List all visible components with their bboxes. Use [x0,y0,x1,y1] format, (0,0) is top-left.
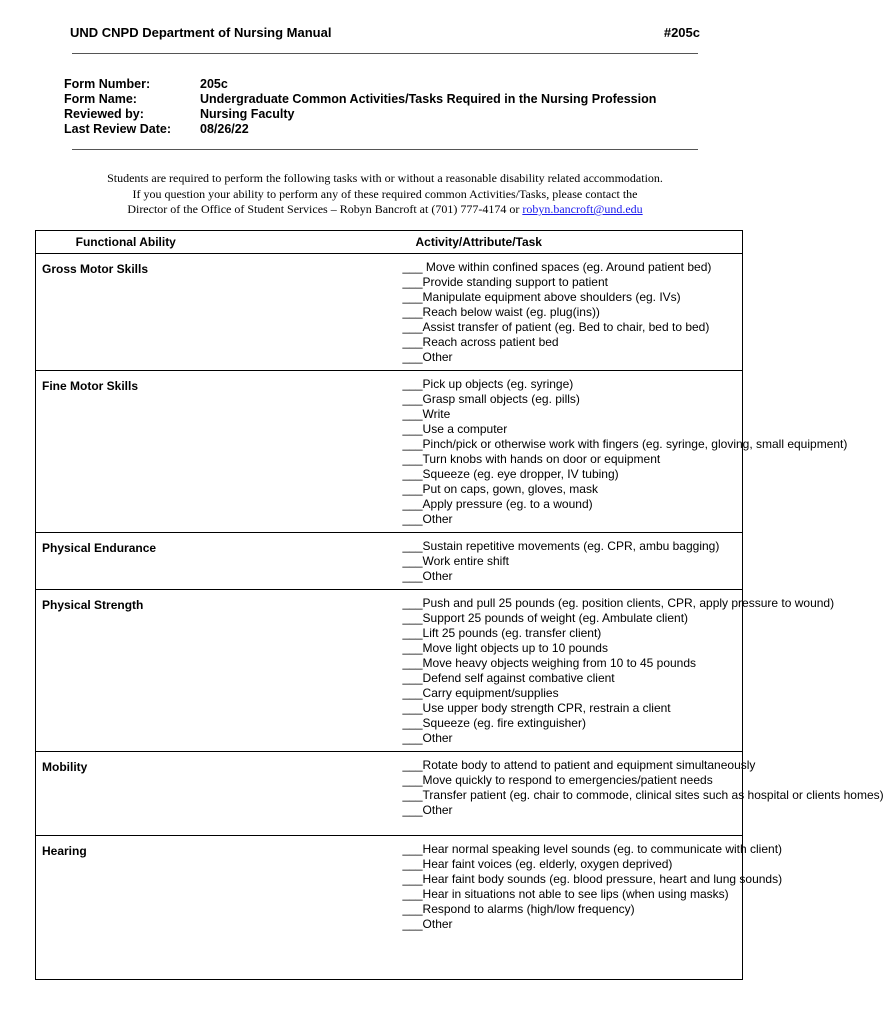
task-item[interactable]: ___Rotate body to attend to patient and equipment simultaneously [402,758,756,772]
task-item[interactable]: ___Other [402,512,453,526]
task-item[interactable]: ___Assist transfer of patient (eg. Bed to chair, bed to bed) [402,320,710,334]
task-item[interactable]: ___Manipulate equipment above shoulders (eg. IVs) [402,290,681,304]
meta-value: Nursing Faculty [200,107,295,121]
intro-paragraph [72,171,698,218]
task-item[interactable]: ___Turn knobs with hands on door or equipment [402,452,661,466]
functional-ability: Hearing [36,836,216,980]
intro-line: If you question your ability to perform any of these required common Activities/Tasks, please contact the [132,186,638,201]
meta-label: Form Number: [64,77,151,91]
task-item[interactable]: ___ Move within confined spaces (eg. Around patient bed) [402,260,712,274]
task-item[interactable]: ___Use upper body strength CPR, restrain a client [402,701,671,715]
task-item[interactable]: ___Reach across patient bed [402,335,559,349]
task-item[interactable]: ___Provide standing support to patient [402,275,608,289]
task-item[interactable]: ___Pinch/pick or otherwise work with fingers (eg. syringe, gloving, small equipment) [402,437,848,451]
task-item[interactable]: ___Move quickly to respond to emergencies/patient needs [402,773,713,787]
intro-line: Students are required to perform the following tasks with or without a reasonable disability related accommodation. [107,171,663,185]
task-item[interactable]: ___Push and pull 25 pounds (eg. position clients, CPR, apply pressure to wound) [402,596,835,610]
task-item[interactable]: ___Lift 25 pounds (eg. transfer client) [402,626,602,640]
meta-rule [72,149,698,150]
table-header-row [36,231,743,254]
task-item[interactable]: ___Hear faint body sounds (eg. blood pressure, heart and lung sounds) [402,872,783,886]
functional-ability: Gross Motor Skills [36,254,216,371]
table-row [36,836,743,980]
task-list [216,254,743,371]
functional-ability-table [35,230,884,980]
task-list [216,371,848,533]
table-row [36,752,743,836]
task-item[interactable]: ___Grasp small objects (eg. pills) [402,392,580,406]
task-item[interactable]: ___Respond to alarms (high/low frequency) [402,902,635,916]
table-row [36,254,743,371]
meta-value: Undergraduate Common Activities/Tasks Required in the Nursing Profession [200,92,657,106]
task-item[interactable]: ___Use a computer [402,422,508,436]
task-item[interactable]: ___Apply pressure (eg. to a wound) [402,497,593,511]
functional-ability: Physical Strength [36,590,216,752]
task-item[interactable]: ___Move heavy objects weighing from 10 to 45 pounds [402,656,697,670]
task-item[interactable]: ___Squeeze (eg. eye dropper, IV tubing) [402,467,619,481]
task-item[interactable]: ___Put on caps, gown, gloves, mask [402,482,598,496]
form-code: #205c [663,25,700,40]
meta-row [64,92,656,107]
task-item[interactable]: ___Move light objects up to 10 pounds [402,641,608,655]
meta-label: Form Name: [64,92,137,106]
task-item[interactable]: ___Other [402,350,453,364]
meta-row [64,107,656,122]
task-item[interactable]: ___Squeeze (eg. fire extinguisher) [402,716,586,730]
task-item[interactable]: ___Sustain repetitive movements (eg. CPR, ambu bagging) [402,539,720,553]
task-list [216,752,884,836]
page-header [70,25,700,43]
meta-value: 08/26/22 [200,122,249,136]
task-list [216,836,783,980]
meta-value: 205c [200,77,228,91]
task-item[interactable]: ___Other [402,803,453,817]
intro-contact: Director of the Office of Student Services – Robyn Bancroft at (701) 777-4174 or [127,202,523,216]
manual-title: UND CNPD Department of Nursing Manual [70,25,332,40]
functional-ability: Mobility [36,752,216,836]
meta-label: Reviewed by: [64,107,144,121]
task-item[interactable]: ___Hear normal speaking level sounds (eg. to communicate with client) [402,842,783,856]
table-row [36,590,743,752]
task-item[interactable]: ___Write [402,407,451,421]
task-item[interactable]: ___Reach below waist (eg. plug(ins)) [402,305,600,319]
functional-ability: Fine Motor Skills [36,371,216,533]
table-row [36,371,743,533]
task-item[interactable]: ___Carry equipment/supplies [402,686,559,700]
column-header-ability: Functional Ability [36,231,216,254]
intro-line [72,202,698,218]
header-rule [72,53,698,54]
task-list [216,590,835,752]
task-item[interactable]: ___Pick up objects (eg. syringe) [402,377,574,391]
table-row [36,533,743,590]
task-item[interactable]: ___Work entire shift [402,554,509,568]
email-link[interactable]: robyn.bancroft@und.edu [522,202,643,216]
functional-ability: Physical Endurance [36,533,216,590]
form-meta [64,77,656,137]
task-item[interactable]: ___Other [402,569,453,583]
task-list [216,533,743,590]
task-item[interactable]: ___Hear in situations not able to see lips (when using masks) [402,887,729,901]
meta-label: Last Review Date: [64,122,171,136]
task-item[interactable]: ___Other [402,731,453,745]
task-item[interactable]: ___Transfer patient (eg. chair to commode, clinical sites such as hospital or clients homes) [402,788,884,802]
meta-row [64,77,656,92]
task-item[interactable]: ___Other [402,917,453,931]
column-header-task: Activity/Attribute/Task [216,231,743,254]
meta-row [64,122,656,137]
task-item[interactable]: ___Defend self against combative client [402,671,615,685]
task-item[interactable]: ___Support 25 pounds of weight (eg. Ambulate client) [402,611,689,625]
task-item[interactable]: ___Hear faint voices (eg. elderly, oxygen deprived) [402,857,673,871]
